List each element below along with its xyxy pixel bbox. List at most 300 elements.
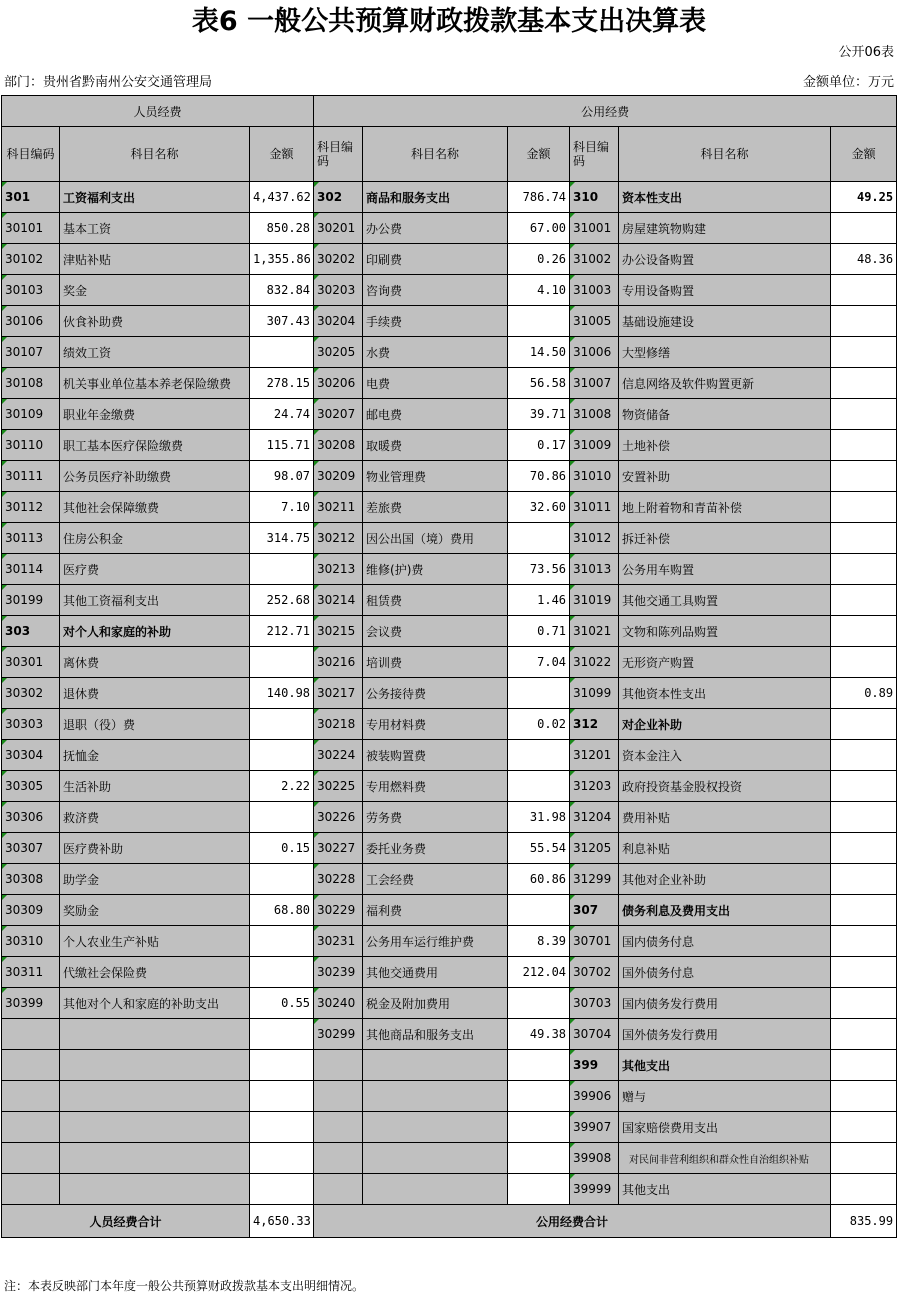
subject-code: 31019 [570, 585, 619, 616]
subject-code: 30205 [314, 337, 363, 368]
amount-value [250, 802, 314, 833]
table-row [2, 709, 897, 740]
amount-value [831, 926, 897, 957]
subject-name: 取暖费 [363, 430, 508, 461]
subject-name: 商品和服务支出 [363, 182, 508, 213]
amount-value: 24.74 [250, 399, 314, 430]
amount-value [831, 833, 897, 864]
amount-value [508, 1050, 570, 1081]
amount-value: 31.98 [508, 802, 570, 833]
subject-name: 培训费 [363, 647, 508, 678]
amount-value: 4.10 [508, 275, 570, 306]
subject-name: 住房公积金 [60, 523, 250, 554]
subject-name [363, 1050, 508, 1081]
table-row [2, 678, 897, 709]
subject-name: 助学金 [60, 864, 250, 895]
subject-name: 其他工资福利支出 [60, 585, 250, 616]
col-name-header: 科目名称 [363, 127, 508, 182]
subject-name: 其他交通费用 [363, 957, 508, 988]
amount-value: 55.54 [508, 833, 570, 864]
subject-name [363, 1174, 508, 1205]
personnel-total-label: 人员经费合计 [2, 1205, 250, 1238]
totals-row [2, 1205, 897, 1238]
amount-value: 0.55 [250, 988, 314, 1019]
amount-value: 4,437.62 [250, 182, 314, 213]
subject-name: 专用设备购置 [619, 275, 831, 306]
amount-value [508, 740, 570, 771]
amount-value: 850.28 [250, 213, 314, 244]
table-row [2, 1050, 897, 1081]
public-total-value: 835.99 [831, 1205, 897, 1238]
subject-name [363, 1081, 508, 1112]
subject-name: 土地补偿 [619, 430, 831, 461]
subject-name: 专用材料费 [363, 709, 508, 740]
table-row [2, 337, 897, 368]
subject-code: 31203 [570, 771, 619, 802]
amount-value: 70.86 [508, 461, 570, 492]
subject-name: 基础设施建设 [619, 306, 831, 337]
amount-value [831, 461, 897, 492]
subject-code: 302 [314, 182, 363, 213]
header-row-columns [2, 127, 897, 182]
amount-value [831, 1112, 897, 1143]
subject-code: 30218 [314, 709, 363, 740]
subject-code: 39906 [570, 1081, 619, 1112]
amount-value [250, 1081, 314, 1112]
subject-name: 公务用车购置 [619, 554, 831, 585]
table-row [2, 213, 897, 244]
subject-code: 399 [570, 1050, 619, 1081]
amount-value: 0.71 [508, 616, 570, 647]
subject-code: 31001 [570, 213, 619, 244]
subject-name: 大型修缮 [619, 337, 831, 368]
amount-value: 0.02 [508, 709, 570, 740]
subject-code: 30212 [314, 523, 363, 554]
subject-name: 对民间非营利组织和群众性自治组织补贴 [619, 1143, 831, 1174]
subject-code: 31010 [570, 461, 619, 492]
subject-name: 费用补贴 [619, 802, 831, 833]
subject-name: 个人农业生产补贴 [60, 926, 250, 957]
amount-value: 39.71 [508, 399, 570, 430]
amount-value: 212.71 [250, 616, 314, 647]
amount-value [831, 554, 897, 585]
subject-code: 30307 [2, 833, 60, 864]
subject-code: 31099 [570, 678, 619, 709]
amount-value [508, 306, 570, 337]
subject-code: 31009 [570, 430, 619, 461]
table-row [2, 864, 897, 895]
subject-name [60, 1143, 250, 1174]
header-row-groups [2, 96, 897, 127]
subject-name: 奖励金 [60, 895, 250, 926]
subject-name: 代缴社会保险费 [60, 957, 250, 988]
personnel-header: 人员经费 [2, 96, 314, 127]
subject-code: 312 [570, 709, 619, 740]
amount-value [250, 926, 314, 957]
subject-code: 30229 [314, 895, 363, 926]
amount-value [831, 1143, 897, 1174]
table-row [2, 1174, 897, 1205]
amount-value [831, 895, 897, 926]
table-row [2, 275, 897, 306]
subject-code [2, 1174, 60, 1205]
subject-code: 30226 [314, 802, 363, 833]
amount-value: 786.74 [508, 182, 570, 213]
table-row [2, 399, 897, 430]
amount-value: 212.04 [508, 957, 570, 988]
subject-code: 30704 [570, 1019, 619, 1050]
amount-value: 0.89 [831, 678, 897, 709]
table-row [2, 1112, 897, 1143]
subject-name [363, 1112, 508, 1143]
subject-code: 31022 [570, 647, 619, 678]
amount-value [831, 709, 897, 740]
subject-code: 301 [2, 182, 60, 213]
subject-code: 30207 [314, 399, 363, 430]
subject-name: 拆迁补偿 [619, 523, 831, 554]
subject-name: 国外债务发行费用 [619, 1019, 831, 1050]
subject-name: 利息补贴 [619, 833, 831, 864]
subject-code: 30303 [2, 709, 60, 740]
table-row [2, 957, 897, 988]
amount-value: 1,355.86 [250, 244, 314, 275]
subject-code: 30203 [314, 275, 363, 306]
subject-code: 30202 [314, 244, 363, 275]
amount-value [250, 864, 314, 895]
department-label: 部门：贵州省黔南州公安交通管理局 [4, 75, 213, 90]
subject-code [2, 1081, 60, 1112]
amount-value [508, 771, 570, 802]
subject-code [314, 1143, 363, 1174]
subject-name: 绩效工资 [60, 337, 250, 368]
amount-value [831, 864, 897, 895]
subject-code: 31008 [570, 399, 619, 430]
subject-name: 国内债务发行费用 [619, 988, 831, 1019]
subject-name [60, 1174, 250, 1205]
subject-code: 30227 [314, 833, 363, 864]
subject-code: 30106 [2, 306, 60, 337]
subject-name [60, 1112, 250, 1143]
amount-value [831, 492, 897, 523]
subject-name: 对企业补助 [619, 709, 831, 740]
amount-value [250, 337, 314, 368]
amount-value [250, 957, 314, 988]
col-name-header: 科目名称 [619, 127, 831, 182]
subject-name: 救济费 [60, 802, 250, 833]
table-row [2, 833, 897, 864]
subject-code [314, 1050, 363, 1081]
subject-name: 专用燃料费 [363, 771, 508, 802]
subject-code: 30213 [314, 554, 363, 585]
subject-code: 30214 [314, 585, 363, 616]
subject-name: 资本性支出 [619, 182, 831, 213]
amount-value: 49.38 [508, 1019, 570, 1050]
subject-name [363, 1143, 508, 1174]
amount-value [831, 523, 897, 554]
subject-name: 信息网络及软件购置更新 [619, 368, 831, 399]
subject-name [60, 1081, 250, 1112]
subject-name: 无形资产购置 [619, 647, 831, 678]
amount-value [831, 306, 897, 337]
subject-code: 30204 [314, 306, 363, 337]
amount-value: 140.98 [250, 678, 314, 709]
subject-code: 31201 [570, 740, 619, 771]
table-row [2, 554, 897, 585]
amount-value [831, 399, 897, 430]
amount-value [831, 1019, 897, 1050]
subject-name: 公务用车运行维护费 [363, 926, 508, 957]
subject-name: 其他商品和服务支出 [363, 1019, 508, 1050]
subject-code: 31006 [570, 337, 619, 368]
subject-code [314, 1081, 363, 1112]
col-amount-header: 金额 [250, 127, 314, 182]
subject-name: 印刷费 [363, 244, 508, 275]
subject-name: 委托业务费 [363, 833, 508, 864]
subject-name: 其他支出 [619, 1050, 831, 1081]
amount-value [831, 1081, 897, 1112]
amount-value: 8.39 [508, 926, 570, 957]
amount-value: 48.36 [831, 244, 897, 275]
subject-name: 其他对企业补助 [619, 864, 831, 895]
subject-code: 31204 [570, 802, 619, 833]
subject-name: 租赁费 [363, 585, 508, 616]
subject-name: 国外债务付息 [619, 957, 831, 988]
amount-value: 49.25 [831, 182, 897, 213]
subject-code: 30216 [314, 647, 363, 678]
amount-value [831, 1174, 897, 1205]
subject-name: 办公设备购置 [619, 244, 831, 275]
amount-value [831, 771, 897, 802]
subject-code: 30309 [2, 895, 60, 926]
subject-name: 基本工资 [60, 213, 250, 244]
subject-name: 邮电费 [363, 399, 508, 430]
subject-name: 津贴补贴 [60, 244, 250, 275]
subject-code: 303 [2, 616, 60, 647]
subject-name: 咨询费 [363, 275, 508, 306]
amount-value: 73.56 [508, 554, 570, 585]
table-row [2, 1143, 897, 1174]
subject-code: 30306 [2, 802, 60, 833]
subject-name [60, 1050, 250, 1081]
subject-name: 被装购置费 [363, 740, 508, 771]
subject-name: 生活补助 [60, 771, 250, 802]
subject-name: 工会经费 [363, 864, 508, 895]
subject-code: 30301 [2, 647, 60, 678]
subject-code: 31005 [570, 306, 619, 337]
subject-name: 维修(护)费 [363, 554, 508, 585]
subject-code [314, 1174, 363, 1205]
amount-value [831, 802, 897, 833]
subject-code: 30108 [2, 368, 60, 399]
subject-code: 30239 [314, 957, 363, 988]
subject-name: 其他交通工具购置 [619, 585, 831, 616]
table-row [2, 1019, 897, 1050]
subject-code: 30304 [2, 740, 60, 771]
subject-code: 30113 [2, 523, 60, 554]
subject-name [60, 1019, 250, 1050]
subject-code: 30228 [314, 864, 363, 895]
amount-value [250, 1143, 314, 1174]
subject-code: 31007 [570, 368, 619, 399]
table-row [2, 368, 897, 399]
col-amount-header: 金额 [508, 127, 570, 182]
amount-value [508, 1174, 570, 1205]
subject-name: 手续费 [363, 306, 508, 337]
subject-code: 30112 [2, 492, 60, 523]
amount-value [831, 430, 897, 461]
amount-value [831, 275, 897, 306]
amount-value: 2.22 [250, 771, 314, 802]
subject-name: 国内债务付息 [619, 926, 831, 957]
subject-code: 30702 [570, 957, 619, 988]
subject-code: 30311 [2, 957, 60, 988]
subject-code: 31003 [570, 275, 619, 306]
subject-name: 地上附着物和青苗补偿 [619, 492, 831, 523]
subject-code [2, 1143, 60, 1174]
subject-code: 30225 [314, 771, 363, 802]
subject-name: 国家赔偿费用支出 [619, 1112, 831, 1143]
subject-name: 政府投资基金股权投资 [619, 771, 831, 802]
table-row [2, 585, 897, 616]
amount-value [831, 740, 897, 771]
subject-code: 30107 [2, 337, 60, 368]
subject-code: 30110 [2, 430, 60, 461]
table-number: 公开06表 [838, 45, 894, 60]
subject-name: 债务利息及费用支出 [619, 895, 831, 926]
amount-value: 60.86 [508, 864, 570, 895]
subject-code: 30211 [314, 492, 363, 523]
table-row [2, 430, 897, 461]
amount-value: 115.71 [250, 430, 314, 461]
subject-code: 30308 [2, 864, 60, 895]
amount-value: 7.04 [508, 647, 570, 678]
subject-name: 差旅费 [363, 492, 508, 523]
subject-name: 劳务费 [363, 802, 508, 833]
table-row [2, 895, 897, 926]
amount-value [250, 647, 314, 678]
amount-value: 0.26 [508, 244, 570, 275]
subject-code: 30103 [2, 275, 60, 306]
subject-name: 公务接待费 [363, 678, 508, 709]
subject-code: 31021 [570, 616, 619, 647]
amount-value [250, 740, 314, 771]
subject-code: 30399 [2, 988, 60, 1019]
amount-value [250, 554, 314, 585]
amount-value: 98.07 [250, 461, 314, 492]
amount-value [508, 895, 570, 926]
subject-code: 39907 [570, 1112, 619, 1143]
subject-code [2, 1050, 60, 1081]
subject-name: 机关事业单位基本养老保险缴费 [60, 368, 250, 399]
personnel-total-value: 4,650.33 [250, 1205, 314, 1238]
subject-name: 对个人和家庭的补助 [60, 616, 250, 647]
amount-value: 1.46 [508, 585, 570, 616]
amount-value: 0.15 [250, 833, 314, 864]
amount-value [508, 988, 570, 1019]
amount-value [250, 1019, 314, 1050]
subject-code: 30199 [2, 585, 60, 616]
subject-name: 奖金 [60, 275, 250, 306]
table-row [2, 926, 897, 957]
subject-code: 30102 [2, 244, 60, 275]
subject-code: 30215 [314, 616, 363, 647]
subject-name: 房屋建筑物购建 [619, 213, 831, 244]
col-code-header: 科目编码 [570, 127, 619, 182]
subject-name: 会议费 [363, 616, 508, 647]
subject-code: 30101 [2, 213, 60, 244]
amount-value: 7.10 [250, 492, 314, 523]
subject-code [2, 1019, 60, 1050]
amount-value: 252.68 [250, 585, 314, 616]
public-header: 公用经费 [314, 96, 897, 127]
subject-code: 30299 [314, 1019, 363, 1050]
amount-value [831, 585, 897, 616]
subject-code: 307 [570, 895, 619, 926]
amount-value: 0.17 [508, 430, 570, 461]
subject-code [314, 1112, 363, 1143]
subject-name: 办公费 [363, 213, 508, 244]
subject-name: 安置补助 [619, 461, 831, 492]
subject-code: 31002 [570, 244, 619, 275]
subject-code: 30310 [2, 926, 60, 957]
amount-value [508, 1112, 570, 1143]
amount-value [508, 1081, 570, 1112]
table-row [2, 1081, 897, 1112]
subject-code: 30217 [314, 678, 363, 709]
subject-code: 30302 [2, 678, 60, 709]
subject-code: 30111 [2, 461, 60, 492]
subject-code: 30224 [314, 740, 363, 771]
amount-value: 278.15 [250, 368, 314, 399]
subject-name: 物业管理费 [363, 461, 508, 492]
subject-code: 310 [570, 182, 619, 213]
amount-value: 314.75 [250, 523, 314, 554]
subject-name: 职工基本医疗保险缴费 [60, 430, 250, 461]
table-row [2, 616, 897, 647]
col-code-header: 科目编码 [314, 127, 363, 182]
subject-name: 公务员医疗补助缴费 [60, 461, 250, 492]
table-row [2, 461, 897, 492]
amount-value [831, 213, 897, 244]
amount-value [831, 368, 897, 399]
table-row [2, 988, 897, 1019]
subject-code: 30201 [314, 213, 363, 244]
subject-name: 电费 [363, 368, 508, 399]
subject-name: 其他资本性支出 [619, 678, 831, 709]
subject-name: 离休费 [60, 647, 250, 678]
amount-value: 307.43 [250, 306, 314, 337]
amount-value [508, 678, 570, 709]
amount-value [831, 957, 897, 988]
amount-value: 67.00 [508, 213, 570, 244]
subject-code: 31011 [570, 492, 619, 523]
subject-code: 30231 [314, 926, 363, 957]
amount-value [831, 337, 897, 368]
subject-code: 30209 [314, 461, 363, 492]
amount-value: 68.80 [250, 895, 314, 926]
subject-name: 税金及附加费用 [363, 988, 508, 1019]
subject-code: 30240 [314, 988, 363, 1019]
amount-value [508, 523, 570, 554]
col-amount-header: 金额 [831, 127, 897, 182]
table-row [2, 740, 897, 771]
subject-name: 医疗费补助 [60, 833, 250, 864]
subject-name: 因公出国（境）费用 [363, 523, 508, 554]
subject-code: 31205 [570, 833, 619, 864]
amount-value: 32.60 [508, 492, 570, 523]
subject-code: 30109 [2, 399, 60, 430]
subject-code: 30206 [314, 368, 363, 399]
